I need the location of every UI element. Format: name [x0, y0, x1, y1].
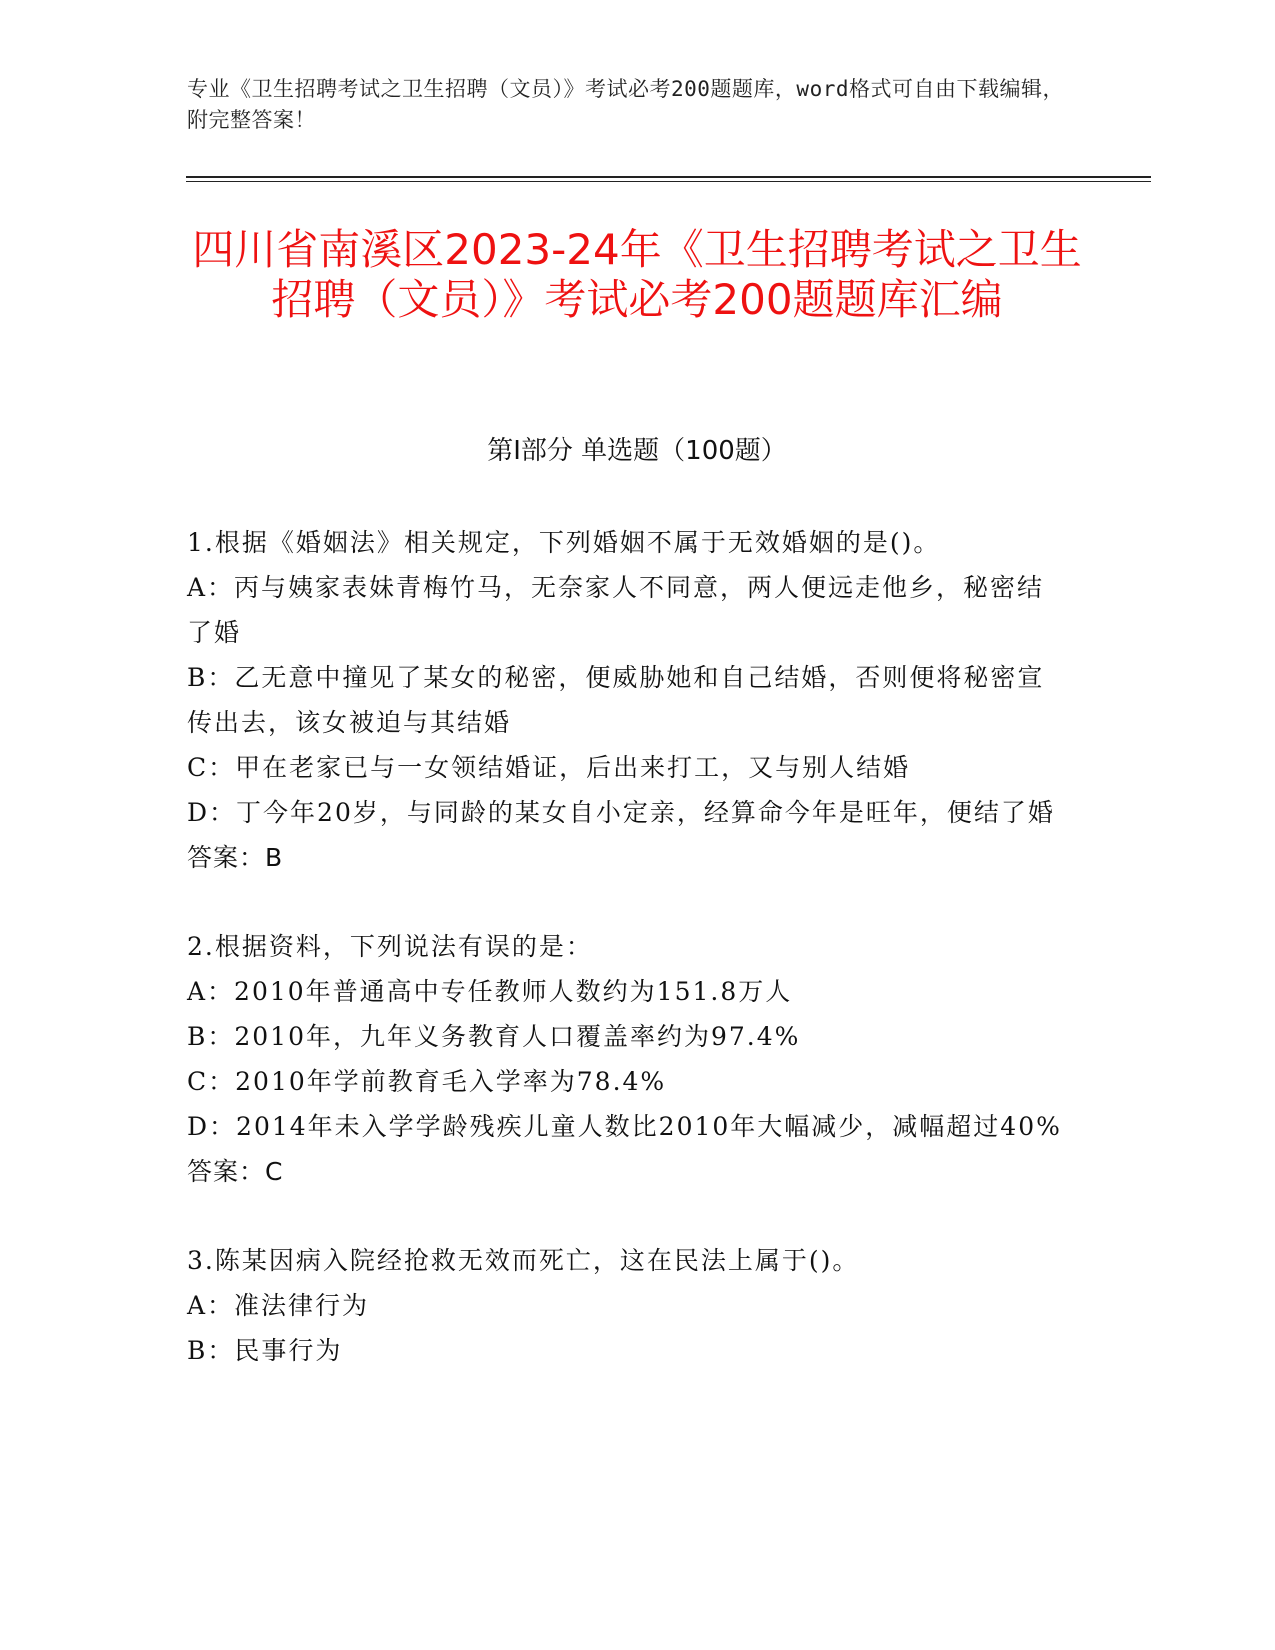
header-divider-thin	[186, 181, 1151, 182]
answer-line: 答案：C	[187, 1157, 284, 1186]
header-divider-thick	[186, 176, 1151, 178]
question-list	[187, 520, 1067, 1417]
question-3	[187, 1238, 1067, 1373]
question-1	[187, 520, 1067, 880]
option-b: B：民事行为	[187, 1336, 343, 1365]
option-b: B：乙无意中撞见了某女的秘密，便威胁她和自己结婚，否则便将秘密宣传出去，该女被迫与其结婚	[187, 663, 1045, 737]
header-note: 专业《卫生招聘考试之卫生招聘（文员）》考试必考200题题库，word格式可自由下载编辑，附完整答案！	[187, 77, 1064, 132]
question-stem: 2.根据资料，下列说法有误的是：	[187, 932, 593, 961]
option-b: B：2010年，九年义务教育人口覆盖率约为97.4%	[187, 1022, 801, 1051]
question-stem: 1.根据《婚姻法》相关规定，下列婚姻不属于无效婚姻的是()。	[187, 528, 941, 557]
section-heading: 第Ⅰ部分 单选题（100题）	[487, 436, 787, 466]
option-c: C：甲在老家已与一女领结婚证，后出来打工，又与别人结婚	[187, 753, 911, 782]
option-a: A：准法律行为	[187, 1291, 370, 1320]
question-stem: 3.陈某因病入院经抢救无效而死亡，这在民法上属于()。	[187, 1246, 860, 1275]
option-a: A：丙与姨家表妹青梅竹马，无奈家人不同意，两人便远走他乡，秘密结了婚	[187, 573, 1045, 647]
question-2	[187, 924, 1067, 1194]
document-title: 四川省南溪区2023-24年《卫生招聘考试之卫生招聘（文员）》考试必考200题题库汇编	[192, 225, 1082, 324]
option-c: C：2010年学前教育毛入学率为78.4%	[187, 1067, 667, 1096]
option-a: A：2010年普通高中专任教师人数约为151.8万人	[187, 977, 793, 1006]
option-d: D：2014年未入学学龄残疾儿童人数比2010年大幅减少，减幅超过40%	[187, 1112, 1062, 1141]
option-d: D：丁今年20岁，与同龄的某女自小定亲，经算命今年是旺年，便结了婚	[187, 798, 1055, 827]
answer-line: 答案：B	[187, 843, 284, 872]
